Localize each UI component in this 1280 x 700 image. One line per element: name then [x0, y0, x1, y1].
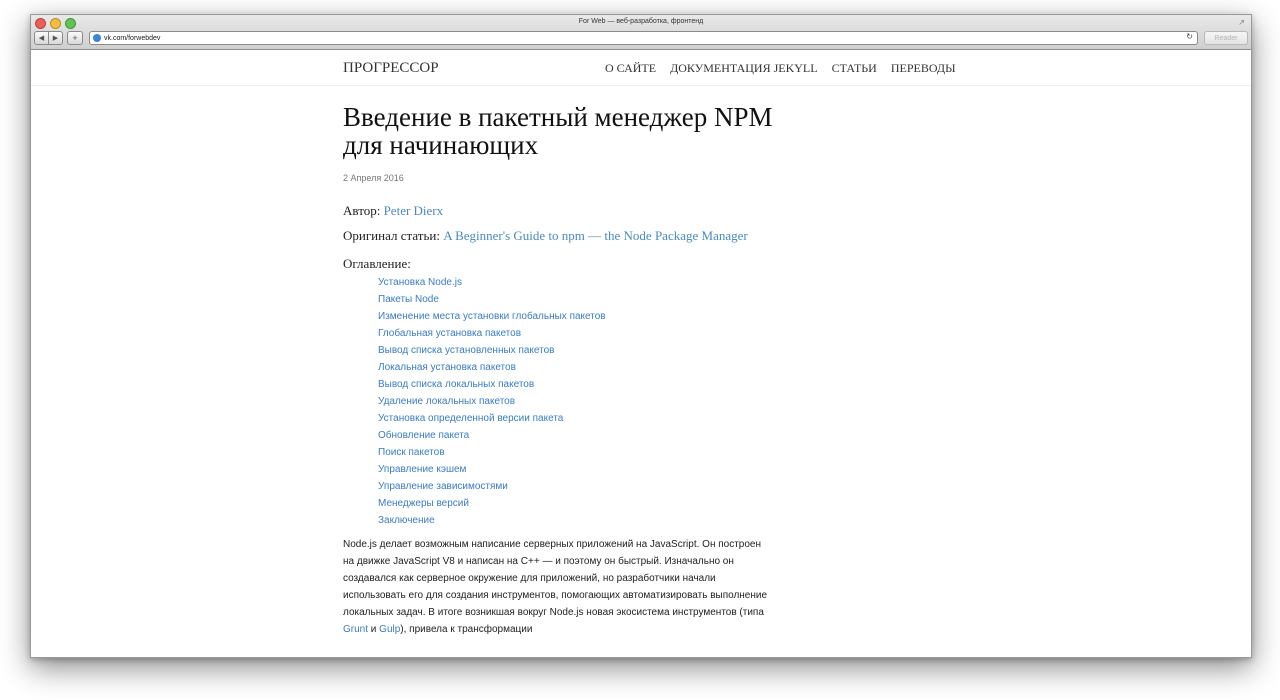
toc-item: [378, 376, 773, 393]
nav-articles[interactable]: СТАТЬИ: [831, 61, 877, 75]
author-line: [343, 202, 773, 220]
nav-jekyll-docs[interactable]: ДОКУМЕНТАЦИЯ JEKYLL: [670, 61, 818, 75]
add-bookmark-button[interactable]: +: [67, 31, 83, 45]
toc-link[interactable]: Установка определенной версии пакета: [378, 413, 564, 424]
site-nav: [605, 61, 956, 76]
nav-about[interactable]: О САЙТЕ: [605, 61, 657, 75]
toc-item: [378, 308, 773, 325]
toc-link[interactable]: Управление кэшем: [378, 464, 467, 475]
author-link[interactable]: Peter Dierx: [383, 203, 444, 218]
nav-buttons: [34, 31, 83, 45]
page-viewport[interactable]: [31, 50, 1251, 657]
site-header: [31, 50, 1251, 86]
toc-item: [378, 495, 773, 512]
toc-item: [378, 393, 773, 410]
toc-link[interactable]: Обновление пакета: [378, 430, 470, 441]
toc-link[interactable]: Управление зависимостями: [378, 481, 508, 492]
original-label: Оригинал статьи:: [343, 228, 440, 243]
original-line: [343, 227, 773, 245]
forward-button[interactable]: ▶: [49, 31, 63, 45]
toc-item: [378, 359, 773, 376]
toc-link[interactable]: Менеджеры версий: [378, 498, 469, 509]
reload-icon[interactable]: ↻: [1186, 32, 1193, 41]
site-title[interactable]: ПРОГРЕССОР: [343, 60, 439, 76]
toc-link[interactable]: Пакеты Node: [378, 294, 439, 305]
toc-item: [378, 478, 773, 495]
post-date: 2 Апреля 2016: [343, 173, 404, 183]
toc-link[interactable]: Локальная установка пакетов: [378, 362, 516, 373]
toc-item: [378, 444, 773, 461]
toc-item: [378, 512, 773, 529]
toc-item: [378, 342, 773, 359]
nav-translations[interactable]: ПЕРЕВОДЫ: [890, 61, 956, 75]
browser-titlebar: [31, 15, 1251, 50]
toc-item: [378, 461, 773, 478]
toc-item: [378, 291, 773, 308]
address-text: vk.com/forwebdev: [104, 34, 161, 42]
browser-window: [30, 14, 1252, 658]
intro-and: и: [368, 624, 380, 635]
address-bar[interactable]: [89, 31, 1198, 45]
toc-link[interactable]: Поиск пакетов: [378, 447, 445, 458]
gulp-link[interactable]: Gulp: [379, 624, 401, 635]
toc-link[interactable]: Вывод списка установленных пакетов: [378, 345, 555, 356]
globe-icon: [93, 34, 101, 42]
toc-link[interactable]: Заключение: [378, 515, 435, 526]
toc-link[interactable]: Вывод списка локальных пакетов: [378, 379, 535, 390]
toc-item: [378, 274, 773, 291]
browser-toolbar: [34, 31, 1248, 45]
toc-link[interactable]: Установка Node.js: [378, 277, 462, 288]
toc-link[interactable]: Глобальная установка пакетов: [378, 328, 522, 339]
toc-link[interactable]: Удаление локальных пакетов: [378, 396, 516, 407]
toc-link[interactable]: Изменение места установки глобальных пакетов: [378, 311, 606, 322]
original-article-link[interactable]: A Beginner's Guide to npm — the Node Package Manager: [443, 228, 748, 243]
intro-text: Node.js делает возможным написание серверных приложений на JavaScript. Он построен на движке JavaScript V8 и написан на C++ — и поэтому он быстрый. Изначально он создавался как серверное окружение для приложений, но разработчики начали использовать его для создания инструментов, помогающих автоматизировать выполнение локальных задач. В итоге возникшая вокруг Node.js новая экосистема инструментов (типа: [343, 539, 768, 618]
reader-button[interactable]: Reader: [1204, 31, 1248, 45]
back-button[interactable]: ◀: [34, 31, 49, 45]
toc-item: [378, 325, 773, 342]
fullscreen-icon[interactable]: ↗: [1238, 18, 1245, 27]
toc-title: Оглавление:: [343, 256, 411, 271]
intro-paragraph: [343, 536, 773, 638]
window-title: For Web — веб-разработка, фронтенд: [578, 18, 704, 25]
author-label: Автор:: [343, 203, 381, 218]
toc-item: [378, 427, 773, 444]
post-title: Введение в пакетный менеджер NPM для начинающих: [343, 102, 773, 160]
intro-text-cont: ), привела к трансформации: [400, 624, 533, 635]
post-content: [343, 103, 773, 648]
table-of-contents: [343, 274, 773, 529]
grunt-link[interactable]: Grunt: [343, 624, 369, 635]
toc-item: [378, 410, 773, 427]
